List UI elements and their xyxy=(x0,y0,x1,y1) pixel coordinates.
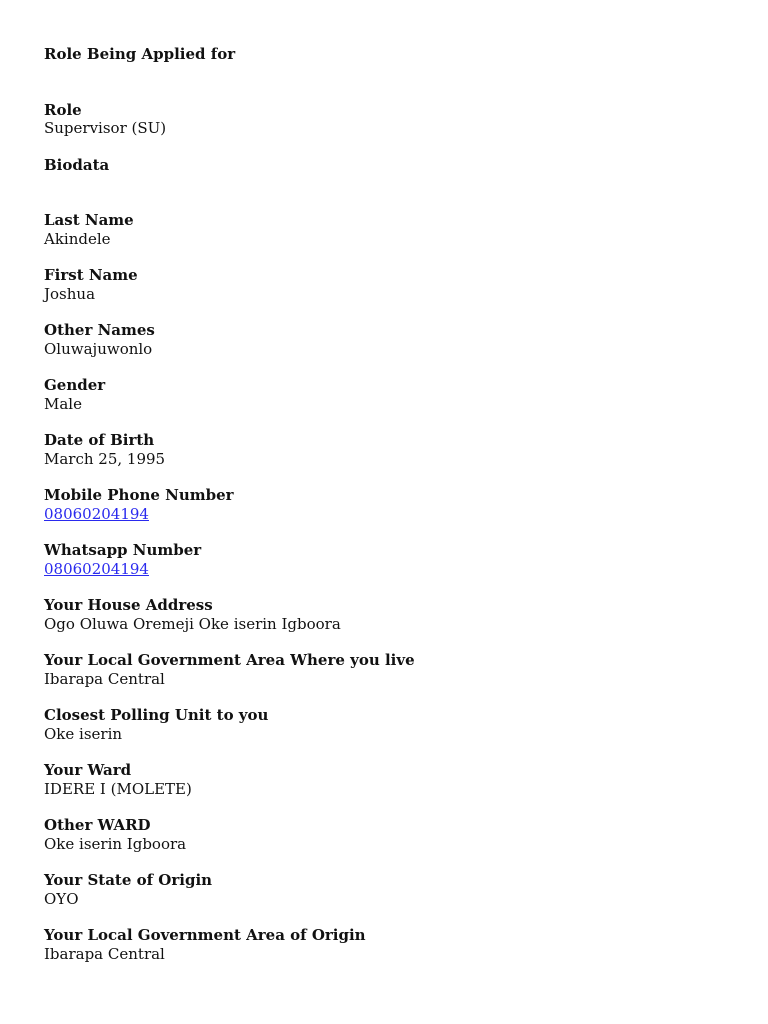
whatsapp-number-link[interactable]: 08060204194 xyxy=(44,559,149,578)
lga-origin-field xyxy=(44,926,724,963)
field-value: Joshua xyxy=(44,284,96,303)
last-name-field xyxy=(44,211,724,248)
role-label: Role xyxy=(44,100,82,119)
field-value: OYO xyxy=(44,889,79,908)
field-value: Ogo Oluwa Oremeji Oke iserin Igboora xyxy=(44,614,341,633)
field-label: Last Name xyxy=(44,211,134,229)
field-label: Your Ward xyxy=(44,761,132,779)
role-section-heading: Role Being Applied for xyxy=(44,45,236,63)
field-value: Male xyxy=(44,394,82,413)
polling-unit-field xyxy=(44,706,724,743)
field-value: Ibarapa Central xyxy=(44,944,165,963)
other-names-field xyxy=(44,321,724,358)
field-label: Date of Birth xyxy=(44,431,155,449)
role-value: Supervisor (SU) xyxy=(44,119,167,137)
mobile-phone-field xyxy=(44,486,724,523)
field-value: Akindele xyxy=(44,229,111,248)
field-value: Oke iserin xyxy=(44,724,123,743)
field-value: IDERE I (MOLETE) xyxy=(44,779,192,798)
house-address-field xyxy=(44,596,724,633)
state-of-origin-field xyxy=(44,871,724,908)
lga-residence-field xyxy=(44,651,724,688)
field-label: First Name xyxy=(44,266,138,284)
field-value: Oluwajuwonlo xyxy=(44,339,153,358)
mobile-phone-link[interactable]: 08060204194 xyxy=(44,504,149,523)
field-label: Your Local Government Area of Origin xyxy=(44,926,366,944)
field-label: Other Names xyxy=(44,321,155,339)
other-ward-field xyxy=(44,816,724,853)
field-label: Your State of Origin xyxy=(44,871,213,889)
field-value: Ibarapa Central xyxy=(44,669,165,688)
date-of-birth-field xyxy=(44,431,724,468)
field-value: March 25, 1995 xyxy=(44,449,166,468)
field-value-wrapper xyxy=(44,505,724,524)
biodata-fields xyxy=(44,211,724,963)
role-field xyxy=(44,101,724,138)
field-label: Closest Polling Unit to you xyxy=(44,706,269,724)
first-name-field xyxy=(44,266,724,303)
field-label: Your Local Government Area Where you live xyxy=(44,651,415,669)
field-label: Whatsapp Number xyxy=(44,541,202,559)
gender-field xyxy=(44,376,724,413)
field-value-wrapper xyxy=(44,560,724,579)
ward-field xyxy=(44,761,724,798)
field-label: Mobile Phone Number xyxy=(44,486,234,504)
field-label: Other WARD xyxy=(44,816,151,834)
field-label: Gender xyxy=(44,376,106,394)
field-label: Your House Address xyxy=(44,596,213,614)
field-value: Oke iserin Igboora xyxy=(44,834,187,853)
biodata-section-heading: Biodata xyxy=(44,155,110,174)
whatsapp-number-field xyxy=(44,541,724,578)
